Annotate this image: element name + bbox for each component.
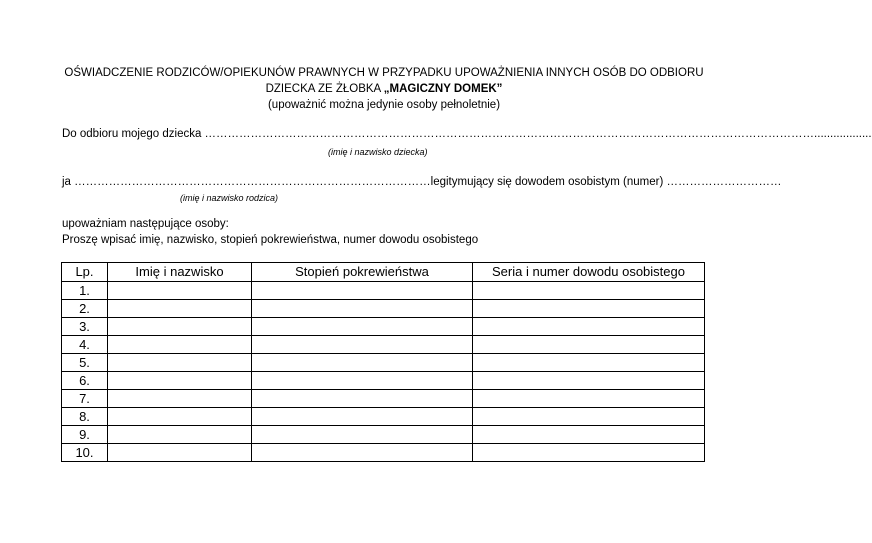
nursery-name: „MAGICZNY DOMEK” xyxy=(383,83,503,95)
id-number-cell[interactable] xyxy=(473,300,705,318)
relationship-cell[interactable] xyxy=(252,318,473,336)
authorization-intro: upoważniam następujące osoby: xyxy=(62,218,229,230)
parent-name-hint: (imię i nazwisko rodzica) xyxy=(180,193,279,203)
document-title-line-1: OŚWIADCZENIE RODZICÓW/OPIEKUNÓW PRAWNYCH W PRZYPADKU UPOWAŻNIENIA INNYCH OSÓB DO ODBIORU xyxy=(64,67,704,79)
id-number-cell[interactable] xyxy=(473,336,705,354)
table-row xyxy=(62,408,705,426)
name-cell[interactable] xyxy=(108,408,252,426)
name-cell[interactable] xyxy=(108,426,252,444)
table-row xyxy=(62,426,705,444)
header-relationship: Stopień pokrewieństwa xyxy=(252,263,473,282)
name-cell[interactable] xyxy=(108,444,252,462)
relationship-cell[interactable] xyxy=(252,282,473,300)
row-number: 1. xyxy=(62,282,108,300)
id-number-cell[interactable] xyxy=(473,282,705,300)
row-number: 8. xyxy=(62,408,108,426)
id-number-cell[interactable] xyxy=(473,408,705,426)
id-number-cell[interactable] xyxy=(473,372,705,390)
table-row xyxy=(62,318,705,336)
table-row xyxy=(62,372,705,390)
header-id-number: Seria i numer dowodu osobistego xyxy=(473,263,705,282)
authorized-persons-table xyxy=(61,262,705,462)
header-name: Imię i nazwisko xyxy=(108,263,252,282)
row-number: 3. xyxy=(62,318,108,336)
document-title-line-2 xyxy=(0,81,768,97)
name-cell[interactable] xyxy=(108,372,252,390)
table-row xyxy=(62,300,705,318)
name-cell[interactable] xyxy=(108,282,252,300)
name-cell[interactable] xyxy=(108,300,252,318)
name-cell[interactable] xyxy=(108,336,252,354)
table-row xyxy=(62,282,705,300)
table-row xyxy=(62,444,705,462)
name-cell[interactable] xyxy=(108,390,252,408)
relationship-cell[interactable] xyxy=(252,354,473,372)
relationship-cell[interactable] xyxy=(252,408,473,426)
parent-id-line: ja …………………………………………………………………………………legitymujący się dowodem osobistym (numer) ………………………… xyxy=(62,176,782,188)
child-name-line: Do odbioru mojego dziecka …………………………………………………………………………………………………………………………………………….................. xyxy=(62,128,872,140)
row-number: 5. xyxy=(62,354,108,372)
row-number: 9. xyxy=(62,426,108,444)
id-number-cell[interactable] xyxy=(473,426,705,444)
id-number-cell[interactable] xyxy=(473,444,705,462)
id-number-cell[interactable] xyxy=(473,390,705,408)
title-prefix: DZIECKA ZE ŻŁOBKA xyxy=(265,83,384,95)
name-cell[interactable] xyxy=(108,318,252,336)
id-number-cell[interactable] xyxy=(473,354,705,372)
document-subtitle: (upoważnić można jedynie osoby pełnoletnie) xyxy=(267,99,501,111)
relationship-cell[interactable] xyxy=(252,372,473,390)
table-row xyxy=(62,390,705,408)
child-name-hint: (imię i nazwisko dziecka) xyxy=(328,147,428,157)
relationship-cell[interactable] xyxy=(252,426,473,444)
row-number: 6. xyxy=(62,372,108,390)
id-number-cell[interactable] xyxy=(473,318,705,336)
relationship-cell[interactable] xyxy=(252,300,473,318)
name-cell[interactable] xyxy=(108,354,252,372)
relationship-cell[interactable] xyxy=(252,336,473,354)
row-number: 2. xyxy=(62,300,108,318)
table-row xyxy=(62,336,705,354)
row-number: 7. xyxy=(62,390,108,408)
header-lp: Lp. xyxy=(62,263,108,282)
table-row xyxy=(62,354,705,372)
row-number: 4. xyxy=(62,336,108,354)
relationship-cell[interactable] xyxy=(252,444,473,462)
relationship-cell[interactable] xyxy=(252,390,473,408)
table-header-row xyxy=(62,263,705,282)
fill-instructions: Proszę wpisać imię, nazwisko, stopień pokrewieństwa, numer dowodu osobistego xyxy=(62,234,479,246)
row-number: 10. xyxy=(62,444,108,462)
